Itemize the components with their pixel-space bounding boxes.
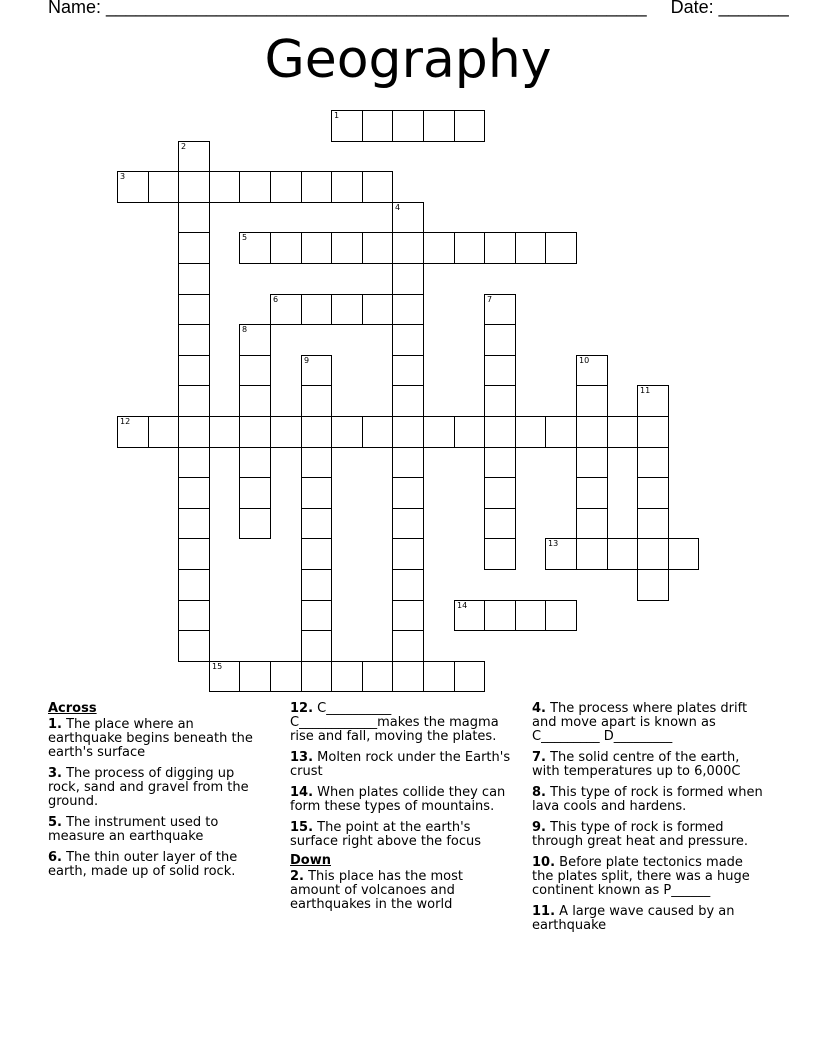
crossword-cell[interactable] [392,508,424,539]
crossword-cell[interactable] [148,171,179,203]
clue-number-label: 14. [290,785,314,800]
crossword-cell[interactable] [178,171,210,203]
clue-text: C__________ C____________makes the magma rise and fall, moving the plates. [290,701,499,744]
crossword-cell[interactable] [239,171,271,203]
crossword-cell[interactable] [301,294,332,325]
crossword-cell[interactable] [362,294,393,325]
clue-item [290,786,512,814]
clue-number-label: 12. [290,701,314,716]
clue-number: 13 [548,539,559,548]
clue-text: The process of digging up rock, sand and gravel from the ground. [48,766,249,809]
clue-text: When plates collide they can form these types of mountains. [290,785,506,814]
clues-column-3 [532,702,767,940]
name-label: Name: ______________________________________________________ [48,0,647,17]
crossword-cell[interactable] [209,416,240,448]
crossword-cell[interactable] [270,661,302,692]
clues-column-2 [290,702,512,919]
crossword-cell[interactable] [392,263,424,295]
clue-number: 6 [273,295,279,304]
clue-text: The point at the earth's surface right above the focus [290,820,482,849]
crossword-cell[interactable] [117,171,149,203]
crossword-cell[interactable] [392,630,424,662]
crossword-cell[interactable] [178,141,210,172]
crossword-cell[interactable] [484,324,516,356]
crossword-cell[interactable] [392,355,424,386]
crossword-cell[interactable] [454,600,485,631]
clue-item [532,751,767,779]
crossword-cell[interactable] [545,538,577,570]
crossword-cell[interactable] [239,661,271,692]
crossword-cell[interactable] [392,110,424,142]
crossword-cell[interactable] [637,569,669,601]
clue-item [48,718,270,760]
clue-number-label: 9. [532,820,546,835]
clue-number: 1 [334,111,340,120]
crossword-cell[interactable] [178,324,210,356]
crossword-cell[interactable] [331,294,363,325]
crossword-cell[interactable] [331,110,363,142]
clue-text: This type of rock is formed when lava cools and hardens. [532,785,763,814]
crossword-cell[interactable] [362,416,393,448]
crossword-cell[interactable] [423,416,455,448]
crossword-cell[interactable] [239,416,271,448]
crossword-cell[interactable] [515,416,546,448]
clue-number-label: 6. [48,850,62,865]
crossword-cell[interactable] [178,630,210,662]
clue-text: Molten rock under the Earth's crust [290,750,511,779]
crossword-cell[interactable] [362,110,393,142]
crossword-cell[interactable] [362,661,393,692]
crossword-cell[interactable] [576,447,608,478]
crossword-cell[interactable] [484,385,516,417]
clue-text: The place where an earthquake begins beneath the earth's surface [48,717,253,760]
clue-number-label: 3. [48,766,62,781]
crossword-cell[interactable] [178,355,210,386]
crossword-cell[interactable] [607,416,638,448]
clue-item [290,821,512,849]
crossword-cell[interactable] [637,416,669,448]
crossword-cell[interactable] [423,110,455,142]
crossword-cell[interactable] [362,171,393,203]
crossword-cell[interactable] [392,294,424,325]
crossword-cell[interactable] [515,600,546,631]
clue-text: The solid centre of the earth, with temperatures up to 6,000C [532,750,741,779]
crossword-cell[interactable] [209,661,240,692]
crossword-cell[interactable] [178,202,210,233]
page-title: Geography [264,30,552,90]
clue-number: 2 [181,142,187,151]
clue-number-label: 4. [532,701,546,716]
clue-text: The instrument used to measure an earthquake [48,815,219,844]
crossword-cell[interactable] [484,355,516,386]
clue-item [290,751,512,779]
crossword-cell[interactable] [301,661,332,692]
clue-text: The thin outer layer of the earth, made up of solid rock. [48,850,238,879]
crossword-cell[interactable] [423,232,455,264]
crossword-cell[interactable] [607,538,638,570]
clue-text: A large wave caused by an earthquake [532,904,735,933]
crossword-cell[interactable] [270,416,302,448]
clue-item [532,905,767,933]
crossword-cell[interactable] [515,232,546,264]
clue-number: 4 [395,203,401,212]
clue-number: 7 [487,295,493,304]
crossword-cell[interactable] [239,508,271,539]
crossword-cell[interactable] [484,416,516,448]
crossword-cell[interactable] [484,294,516,325]
date-label: Date: _______ [670,0,789,17]
crossword-cell[interactable] [423,661,455,692]
crossword-cell[interactable] [178,569,210,601]
crossword-cell[interactable] [576,508,608,539]
clue-text: This type of rock is formed through great heat and pressure. [532,820,749,849]
crossword-cell[interactable] [178,263,210,295]
crossword-cell[interactable] [301,355,332,386]
crossword-cell[interactable] [239,324,271,356]
crossword-cell[interactable] [576,385,608,417]
clue-number-label: 10. [532,855,556,870]
clue-item [48,816,270,844]
clue-number-label: 2. [290,869,304,884]
crossword-cell[interactable] [301,416,332,448]
crossword-cell[interactable] [270,171,302,203]
crossword-cell[interactable] [178,477,210,509]
crossword-cell[interactable] [454,110,485,142]
crossword-cell[interactable] [331,661,363,692]
clue-item [48,851,270,879]
clue-item [532,821,767,849]
crossword-cell[interactable] [484,447,516,478]
crossword-cell[interactable] [637,477,669,509]
crossword-cell[interactable] [392,661,424,692]
crossword-cell[interactable] [178,416,210,448]
crossword-cell[interactable] [301,538,332,570]
crossword-cell[interactable] [331,171,363,203]
clue-text: Before plate tectonics made the plates split, there was a huge continent known as P______ [532,855,750,898]
crossword-cell[interactable] [392,447,424,478]
crossword-cell[interactable] [301,630,332,662]
crossword-cell[interactable] [454,416,485,448]
clue-number: 15 [212,662,223,671]
crossword-cell[interactable] [454,232,485,264]
crossword-cell[interactable] [392,324,424,356]
crossword-cell[interactable] [545,600,577,631]
crossword-cell[interactable] [392,600,424,631]
crossword-cell[interactable] [270,232,302,264]
crossword-cell[interactable] [484,477,516,509]
crossword-cell[interactable] [331,232,363,264]
crossword-cell[interactable] [239,355,271,386]
crossword-cell[interactable] [209,171,240,203]
crossword-cell[interactable] [301,385,332,417]
crossword-cell[interactable] [239,385,271,417]
crossword-cell[interactable] [576,477,608,509]
crossword-cell[interactable] [178,385,210,417]
crossword-cell[interactable] [331,416,363,448]
crossword-cell[interactable] [392,477,424,509]
crossword-cell[interactable] [392,569,424,601]
clue-item [290,702,512,744]
crossword-cell[interactable] [545,416,577,448]
crossword-cell[interactable] [392,232,424,264]
clue-item [290,870,512,912]
crossword-cell[interactable] [178,508,210,539]
crossword-cell[interactable] [178,600,210,631]
across-heading: Across [48,701,97,716]
crossword-cell[interactable] [301,600,332,631]
crossword-cell[interactable] [484,508,516,539]
crossword-cell[interactable] [239,447,271,478]
crossword-cell[interactable] [178,538,210,570]
crossword-cell[interactable] [239,477,271,509]
clue-number: 14 [457,601,468,610]
clue-number-label: 1. [48,717,62,732]
crossword-cell[interactable] [301,477,332,509]
crossword-cell[interactable] [637,385,669,417]
crossword-cell[interactable] [117,416,149,448]
crossword-cell[interactable] [178,294,210,325]
crossword-cell[interactable] [576,538,608,570]
clue-number-label: 7. [532,750,546,765]
clue-number: 12 [120,417,131,426]
clue-number-label: 13. [290,750,314,765]
crossword-cell[interactable] [637,508,669,539]
clue-text: The process where plates drift and move apart is known as C_________ D_________ [532,701,748,744]
clue-number-label: 5. [48,815,62,830]
crossword-cell[interactable] [484,600,516,631]
crossword-cell[interactable] [392,538,424,570]
crossword-cell[interactable] [576,355,608,386]
crossword-cell[interactable] [301,508,332,539]
crossword-cell[interactable] [484,538,516,570]
crossword-cell[interactable] [362,232,393,264]
crossword-cell[interactable] [178,447,210,478]
crossword-cell[interactable] [301,171,332,203]
clue-item [532,856,767,898]
clue-number-label: 8. [532,785,546,800]
clue-item [532,786,767,814]
clue-number: 9 [304,356,310,365]
clues-column-1 [48,702,270,886]
crossword-cell[interactable] [392,202,424,233]
clue-number: 10 [579,356,590,365]
crossword-cell[interactable] [637,538,669,570]
crossword-cell[interactable] [637,447,669,478]
clue-number-label: 15. [290,820,314,835]
crossword-cell[interactable] [454,661,485,692]
crossword-cell[interactable] [239,232,271,264]
clue-item [532,702,767,744]
crossword-cell[interactable] [270,294,302,325]
clue-item [48,767,270,809]
clue-number-label: 11. [532,904,556,919]
crossword-cell[interactable] [392,416,424,448]
crossword-cell[interactable] [301,232,332,264]
crossword-cell[interactable] [301,569,332,601]
crossword-cell[interactable] [545,232,577,264]
clue-number: 3 [120,172,126,181]
crossword-cell[interactable] [484,232,516,264]
clue-number: 5 [242,233,248,242]
crossword-cell[interactable] [392,385,424,417]
clue-number: 8 [242,325,248,334]
clue-text: This place has the most amount of volcanoes and earthquakes in the world [290,869,463,912]
crossword-cell[interactable] [148,416,179,448]
crossword-cell[interactable] [178,232,210,264]
clue-number: 11 [640,386,651,395]
crossword-cell[interactable] [301,447,332,478]
crossword-cell[interactable] [668,538,699,570]
down-heading: Down [290,853,331,868]
crossword-cell[interactable] [576,416,608,448]
